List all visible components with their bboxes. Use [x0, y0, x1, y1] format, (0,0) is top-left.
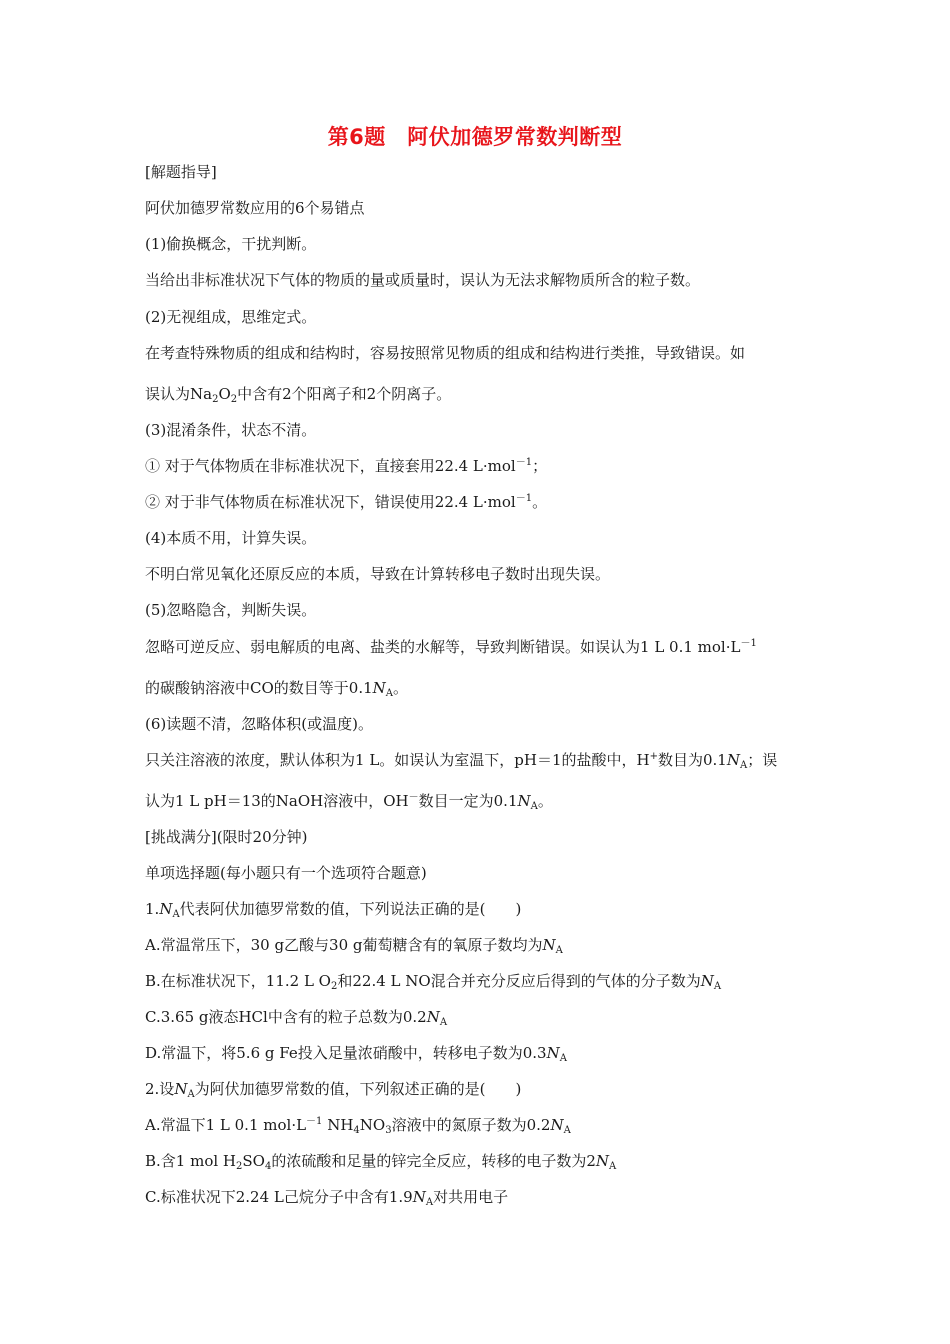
- point-6-body-line-1: 只关注溶液的浓度，默认体积为1 L。如误认为室温下，pH＝1的盐酸中，H+数目为$0.1N_A$；误: [145, 751, 778, 771]
- guide-intro: 阿伏加德罗常数应用的6个易错点: [145, 199, 365, 217]
- point-5-body-line-2: 的碳酸钠溶液中CO的数目等于$0.1N_A$。: [145, 679, 409, 699]
- point-4-heading: (4)本质不用，计算失误。: [145, 529, 317, 547]
- point-2-body-line-1: 在考查特殊物质的组成和结构时，容易按照常见物质的组成和结构进行类推，导致错误。如: [145, 344, 746, 362]
- page-title: 第6题 阿伏加德罗常数判断型: [327, 125, 623, 149]
- point-1-body: 当给出非标准状况下气体的物质的量或质量时，误认为无法求解物质所含的粒子数。: [145, 271, 701, 289]
- point-3-heading: (3)混淆条件，状态不清。: [145, 421, 317, 439]
- challenge-heading: [挑战满分](限时20分钟): [145, 828, 308, 846]
- point-1-heading: (1)偷换概念，干扰判断。: [145, 235, 317, 253]
- question-2-stem: 2.设$N_A$为阿伏加德罗常数的值，下列叙述正确的是( ): [145, 1080, 522, 1100]
- guide-heading: [解题指导]: [145, 163, 217, 181]
- point-3-item-1: ① 对于气体物质在非标准状况下，直接套用22.4 L·mol$^{-1}$；: [145, 457, 548, 475]
- question-1-option-a: A.常温常压下，30 g乙酸与30 g葡萄糖含有的氧原子数均为$N_A$: [145, 936, 563, 956]
- point-5-body-line-1: 忽略可逆反应、弱电解质的电离、盐类的水解等，导致判断错误。如误认为1 L 0.1 $mol\cdot L^{-1}$: [145, 638, 757, 656]
- question-type-note: 单项选择题(每小题只有一个选项符合题意): [145, 864, 427, 882]
- point-5-heading: (5)忽略隐含，判断失误。: [145, 601, 317, 619]
- question-2-option-c: C.标准状况下2.24 L己烷分子中含有$1.9N_A$对共用电子: [145, 1188, 509, 1208]
- point-6-body-line-2: 认为1 L pH＝13的NaOH溶液中，OH－数目一定为$0.1N_A$。: [145, 792, 553, 812]
- question-1-option-c: C.3.65 g液态HCl中含有的粒子总数为$0.2N_A$: [145, 1008, 448, 1028]
- point-6-heading: (6)读题不清，忽略体积(或温度)。: [145, 715, 373, 733]
- question-1-option-b: B.在标准状况下，11.2 L $O_2$和22.4 L NO混合并充分反应后得到的气体的分子数为$N_A$: [145, 972, 722, 992]
- point-2-body-line-2: 误认为$Na_2O_2$中含有2个阳离子和2个阴离子。: [145, 385, 452, 405]
- question-2-option-b: B.含1 mol $H_2SO_4$的浓硫酸和足量的锌完全反应，转移的电子数为$2N_A$: [145, 1152, 617, 1172]
- question-1-option-d: D.常温下，将5.6 g Fe投入足量浓硝酸中，转移电子数为$0.3N_A$: [145, 1044, 567, 1064]
- point-4-body: 不明白常见氧化还原反应的本质，导致在计算转移电子数时出现失误。: [145, 565, 611, 583]
- point-2-heading: (2)无视组成，思维定式。: [145, 308, 317, 326]
- point-3-item-2: ② 对于非气体物质在标准状况下，错误使用22.4 L·mol$^{-1}$。: [145, 493, 548, 511]
- question-2-option-a: A.常温下1 L 0.1 $mol\cdot L^{-1}$ $NH_4NO_3$溶液中的氮原子数为$0.2N_A$: [145, 1116, 571, 1136]
- question-1-stem: $1.N_A$代表阿伏加德罗常数的值，下列说法正确的是( ): [145, 900, 522, 920]
